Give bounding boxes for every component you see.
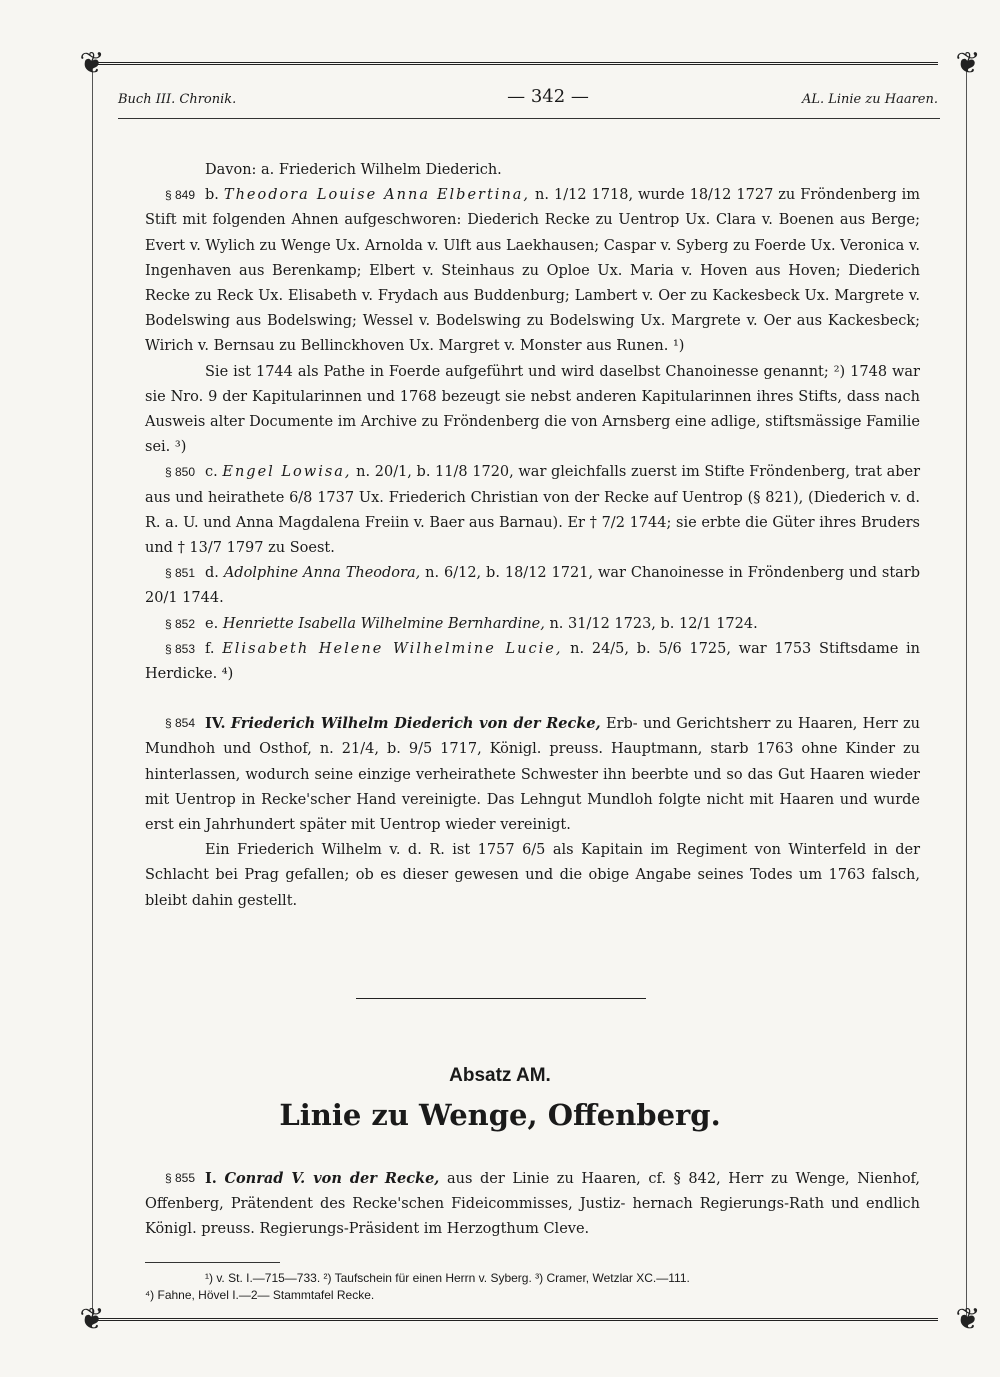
footnotes [145, 1270, 920, 1304]
footnote-line-1: ¹) v. St. I.—715—733. ²) Taufschein für einen Herrn v. Syberg. ³) Cramer, Wetzlar XC.—111. [205, 1271, 690, 1285]
main-text [145, 158, 920, 914]
person-name: Adolphine Anna Theodora, [223, 565, 421, 582]
page-number: — 342 — [507, 86, 589, 107]
paragraph-854: § 854 IV. Friederich Wilhelm Diederich von der Recke, Erb- und Gerichtsherr zu Haaren, Herr zu Mundhoh und Osthof, n. 21/4, b. 9/5 1717, Königl. preuss. Hauptmann, starb 1763 ohne Kinder zu hinterlassen, wodurch seine einzige verheirathete Schwester ihn beerbte und so das Gut Haaren wieder mit Uentrop in Recke'scher Hand vereinigte. Das Lehngut Mundloh folgte nicht mit Haaren und wurde erst ein Jahrhundert später mit Uentrop wieder vereinigt. [145, 711, 920, 838]
frame-bottom-border [92, 1318, 938, 1321]
person-name: Friederich Wilhelm Diederich von der Recke, [230, 715, 601, 733]
section-divider [356, 998, 646, 999]
paragraph-851: § 851 d. Adolphine Anna Theodora, n. 6/12, b. 18/12 1721, war Chanoinesse in Fröndenberg und starb 20/1 1744. [145, 561, 920, 611]
section-title: Linie zu Wenge, Offenberg. [279, 1098, 721, 1132]
section-number: § 850 [165, 465, 196, 480]
frame-top-border [92, 62, 938, 65]
paragraph-849: § 849 b. Theodora Louise Anna Elbertina, n. 1/12 1718, wurde 18/12 1727 zu Fröndenberg im Stift mit folgenden Ahnen aufgeschworen: Diederich Recke zu Uentrop Ux. Clara v. Boenen aus Berge; Evert v. Wylich zu Wenge Ux. Arnolda v. Ulft aus Laekhausen; Caspar v. Syberg zu Foerde Ux. Veronica v. Ingenhaven aus Berenkamp; Elbert v. Steinhaus zu Oploe Ux. Maria v. Hoven aus Hoven; Diederich Recke zu Reck Ux. Elisabeth v. Frydach aus Buddenburg; Lambert v. Oer zu Kackesbeck Ux. Margrete v. Bodelswing aus Bodelswing; Wessel v. Bodelswing zu Bodelswing Ux. Margrete v. Oer aus Kackesbeck; Wirich v. Bernsau zu Bellinckhoven Ux. Margret v. Monster aus Runen. ¹) [145, 183, 920, 359]
section-label: Absatz AM. [449, 1065, 551, 1086]
paragraph-852: § 852 e. Henriette Isabella Wilhelmine Bernhardine, n. 31/12 1723, b. 12/1 1724. [145, 612, 920, 637]
section-number: § 855 [165, 1171, 196, 1185]
paragraph-850: § 850 c. Engel Lowisa, n. 20/1, b. 11/8 1720, war gleichfalls zuerst im Stifte Fröndenberg, trat aber aus und heirathete 6/8 1737 Ux. Friederich Christian von der Recke auf Uentrop (§ 821), (Diederich v. d. R. a. U. und Anna Magdalena Freiin v. Baer aus Barnau). Er † 7/2 1744; sie erbte die Güter ihres Bruders und † 13/7 1797 zu Soest. [145, 460, 920, 561]
person-name: Conrad V. von der Recke, [224, 1170, 440, 1187]
ornament-top-right-icon: ❦ [955, 46, 981, 81]
section-number: § 849 [165, 188, 196, 203]
paragraph-849-continued: Sie ist 1744 als Pathe in Foerde aufgeführt und wird daselbst Chanoinesse genannt; ²) 1748 war sie Nro. 9 der Kapitularinnen und 1768 bezeugt sie nebst anderen Kapitularinnen ihres Stifts, dass nach Ausweis alter Documente im Archive zu Fröndenberg die von Arnsberg eine adlige, stiftsmässige Familie sei. ³) [145, 363, 920, 456]
ornament-bottom-left-icon: ❦ [79, 1302, 105, 1337]
person-name: Engel Lowisa, [222, 464, 352, 481]
person-name: Theodora Louise Anna Elbertina, [223, 187, 531, 204]
page-header [118, 86, 938, 116]
person-name: Elisabeth Helene Wilhelmine Lucie, [222, 640, 563, 657]
section-number: § 853 [165, 641, 196, 656]
paragraph-854-continued: Ein Friederich Wilhelm v. d. R. ist 1757 6/5 als Kapitain im Regiment von Winterfeld in der Schlacht bei Prag gefallen; ob es dieser gewesen und die obige Angabe seines Todes um 1763 falsch, bleibt dahin gestellt. [145, 842, 920, 909]
section-number: § 854 [165, 716, 196, 731]
footnote-line-2: ⁴) Fahne, Hövel I.—2— Stammtafel Recke. [145, 1288, 375, 1302]
section-number: § 852 [165, 616, 196, 631]
ornament-top-left-icon: ❦ [79, 46, 105, 81]
header-rule [118, 118, 940, 119]
header-left: Buch III. Chronik. [118, 92, 237, 107]
ornament-bottom-right-icon: ❦ [955, 1302, 981, 1337]
paragraph-855: § 855 I. Conrad V. von der Recke, aus der Linie zu Haaren, cf. § 842, Herr zu Wenge, Nienhof, Offenberg, Prätendent des Recke'schen Fideicommisses, Justiz- hernach Regierungs-Rath und endlich Königl. preuss. Regierungs-Präsident im Herzogthum Cleve. [145, 1166, 920, 1242]
section-number: § 851 [165, 566, 196, 581]
footnote-rule [145, 1262, 280, 1263]
paragraph-853: § 853 f. Elisabeth Helene Wilhelmine Lucie, n. 24/5, b. 5/6 1725, war 1753 Stiftsdame in Herdicke. ⁴) [145, 637, 920, 687]
person-name: Henriette Isabella Wilhelmine Bernhardine, [222, 615, 545, 632]
header-right: AL. Linie zu Haaren. [801, 92, 938, 107]
paragraph-davon: Davon: a. Friederich Wilhelm Diederich. [205, 162, 502, 178]
